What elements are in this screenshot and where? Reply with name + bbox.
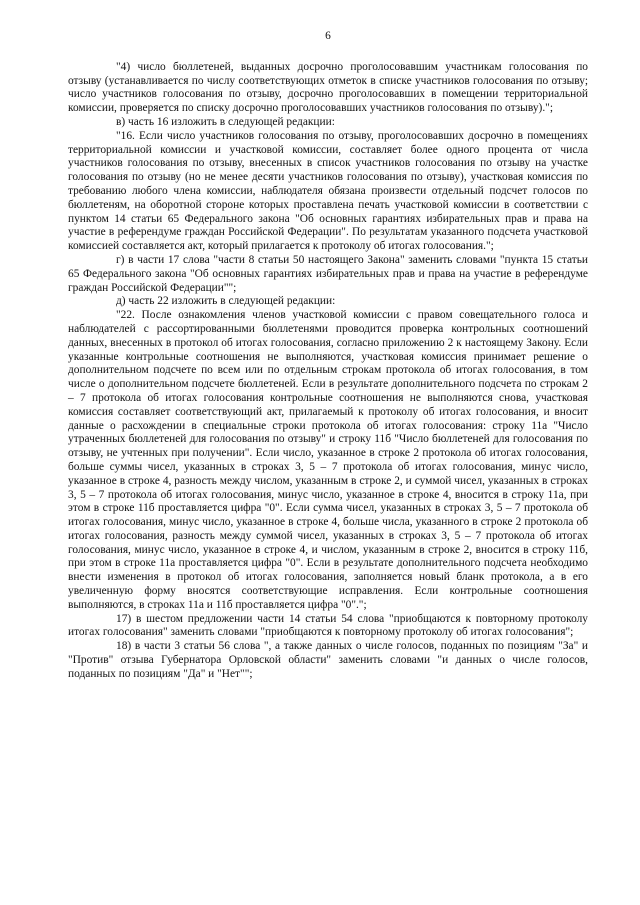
paragraph-item-18: 18) в части 3 статьи 56 слова ", а также данных о числе голосов, поданных по позициям "За" и "Против" отзыва Губернатора Орловской области" заменить словами "и данных о числе голосов, поданных по позициям "Да" и "Нет""; (68, 640, 588, 680)
paragraph-part-22-heading: д) часть 22 изложить в следующей редакции: (116, 295, 336, 308)
paragraph-part-17-amendment: г) в части 17 слова "части 8 статьи 50 настоящего Закона" заменить словами "пункта 15 статьи 65 Федерального закона "Об основных гарантиях избирательных прав и права на участие в референдуме граждан Российской Федерации""; (68, 253, 588, 294)
page-number: 6 (325, 30, 331, 42)
document-page (68, 30, 588, 682)
paragraph-item-4: "4) число бюллетеней, выданных досрочно проголосовавшим участникам голосования по отзыву (устанавливается по числу соответствующих отметок в списке участников голосования по отзыву; число участников голосования по отзыву, досрочно проголосовавших в помещении территориальной комиссии, проверяется по списку досрочно проголосовавших участников голосования по отзыву)."; (68, 60, 588, 115)
paragraph-part-22-text: "22. После ознакомления членов участковой комиссии с правом совещательного голоса и наблюдателей с рассортированными бюллетенями проводится проверка контрольных соотношений данных, внесенных в протокол об итогах голосования, согласно приложению 2 к настоящему Закону. Если указанные контрольные соотношения не выполняются, участковая комиссия принимает решение о дополнительном подсчете по всем или по отдельным строкам протокола об итогах голосования, в том числе о дополнительном подсчете бюллетеней. Если в результате дополнительного подсчета по строкам 2 – 7 протокола об итогах голосования контрольные соотношения не выполняются снова, участковая комиссия составляет соответствующий акт, прилагаемый к протоколу об итогах голосования, и вносит данные о расхождении в специальные строки протокола об итогах голосования: строку 11а "Число утраченных бюллетеней для голосования по отзыву" и строку 11б "Число бюллетеней для голосования по отзыву, не учтенных при получении". Если число, указанное в строке 2 протокола об итогах голосования, больше суммы чисел, указанных в строках 3, 5 – 7 протокола об итогах голосования, минус число, указанное в строке 4, разность между числом, указанным в строке 2, и суммой чисел, указанных в строках 3, 5 – 7 протокола об итогах голосования, минус число, указанное в строке 4, вносится в строку 11а, при этом в строке 11б проставляется цифра "0". Если сумма чисел, указанных в строках 3, 5 – 7 протокола об итогах голосования, минус число, указанное в строке 4, больше числа, указанного в строке 2 протокола об итогах голосования, разность между суммой чисел, указанных в строках 3, 5 – 7 протокола об итогах голосования, минус число, указанное в строке 4, и числом, указанным в строке 2, вносится в строку 11б, при этом в строке 11а проставляется цифра "0". Если в результате дополнительного подсчета необходимо внести изменения в протокол об итогах голосования, заполняется новый бланк протокола, а в его увеличенную форму вносятся соответствующие исправления. Если контрольные соотношения выполняются, в строках 11а и 11б проставляется цифра "0"."; (68, 309, 588, 611)
paragraph-item-17: 17) в шестом предложении части 14 статьи 54 слова "приобщаются к повторному протоколу итогах голосования" заменить словами "приобщаются к повторному протоколу об итогах голосования"; (68, 612, 588, 639)
paragraph-part-16-text: "16. Если число участников голосования по отзыву, проголосовавших досрочно в помещениях территориальной комиссии и участковой комиссии, составляет более одного процента от числа участников голосования по отзыву, внесенных в список участников голосования по отзыву на участке голосования по отзыву (но не менее десяти участников голосования по отзыву), участковая комиссия по требованию любого члена комиссии, наблюдателя обязана произвести отдельный подсчет голосов по бюллетеням, на оборотной стороне которых проставлена печать участковой комиссии в соответствии с пунктом 14 статьи 65 Федерального закона "Об основных гарантиях избирательных прав и права на участие в референдуме граждан Российской Федерации". По результатам указанного подсчета участковой комиссией составляется акт, который прилагается к протоколу об итогах голосования."; (68, 129, 588, 253)
paragraph-part-16-heading: в) часть 16 изложить в следующей редакции: (116, 115, 335, 128)
